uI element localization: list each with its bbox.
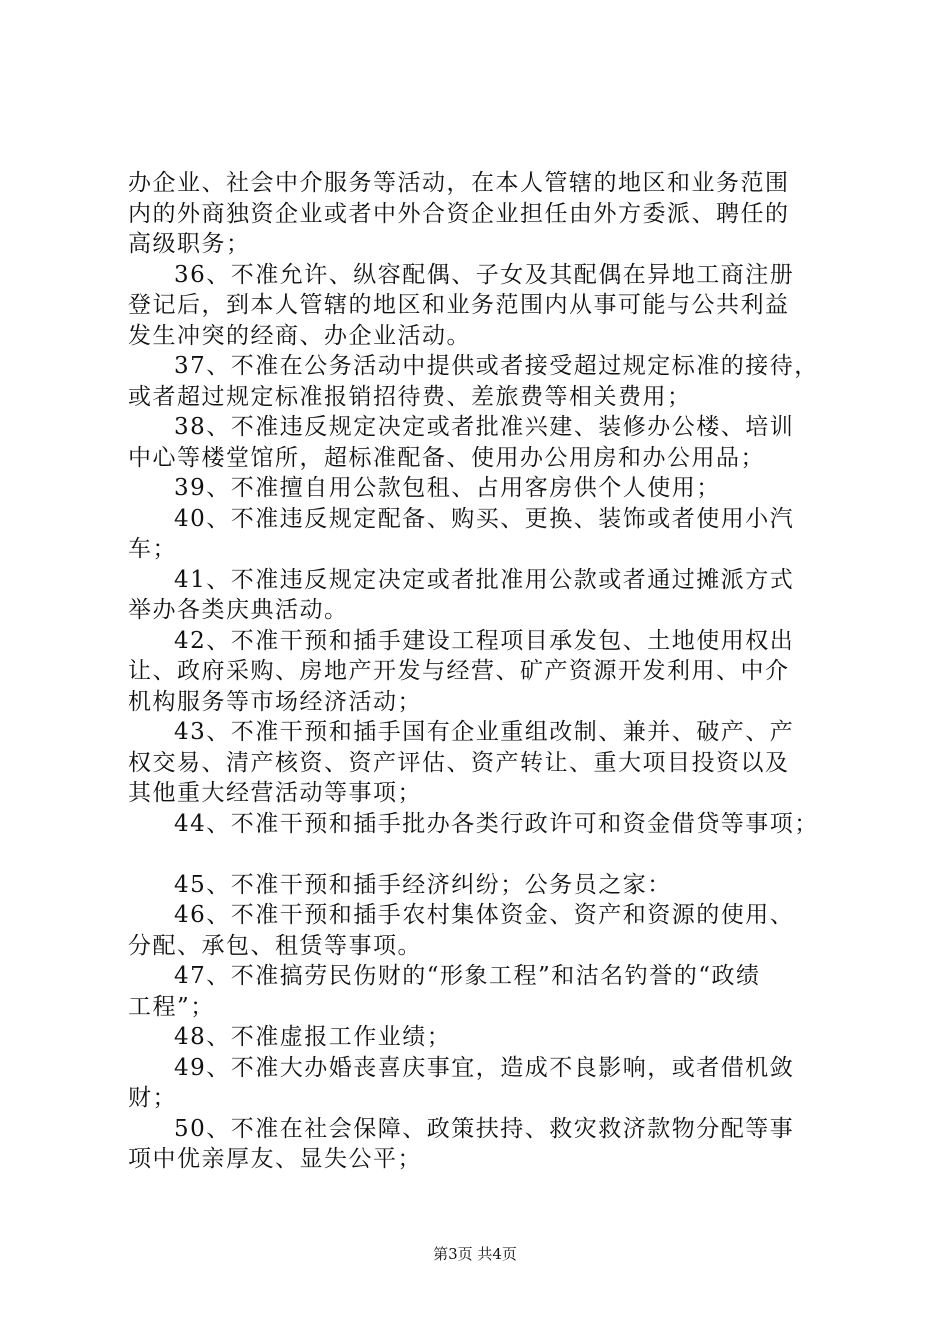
paragraph-49: 49、不准大办婚丧喜庆事宜，造成不良影响，或者借机敛: [174, 1054, 795, 1081]
paragraph-43: 43、不准干预和插手国有企业重组改制、兼并、破产、产: [174, 719, 795, 745]
paragraph-45: 45、不准干预和插手经济纠纷；公务员之家：: [174, 871, 672, 898]
paragraph-46: 46、不准干预和插手农村集体资金、资产和资源的使用、: [174, 902, 795, 928]
text-line: 机构服务等市场经济活动；: [128, 688, 422, 715]
text-line: 权交易、清产核资、资产评估、资产转让、重大项目投资以及: [128, 749, 790, 776]
text-line: 分配、承包、租赁等事项。: [128, 932, 422, 959]
paragraph-41: 41、不准违反规定决定或者批准用公款或者通过摊派方式: [174, 566, 795, 593]
text-line: 或者超过规定标准报销招待费、差旅费等相关费用；: [128, 383, 692, 410]
paragraph-50: 50、不准在社会保障、政策扶持、救灾救济款物分配等事: [174, 1115, 795, 1142]
paragraph-37: 37、不准在公务活动中提供或者接受超过规定标准的接待，: [174, 353, 819, 379]
paragraph-38: 38、不准违反规定决定或者批准兴建、装修办公楼、培训: [174, 414, 795, 440]
paragraph-36: 36、不准允许、纵容配偶、子女及其配偶在异地工商注册: [174, 261, 795, 288]
document-body: [128, 168, 848, 1175]
text-line: 发生冲突的经商、办企业活动。: [128, 322, 471, 349]
text-line: 高级职务；: [128, 231, 251, 257]
paragraph-47: 47、不准搞劳民伤财的“形象工程”和沽名钓誉的“政绩: [174, 963, 761, 989]
text-line: 项中优亲厚友、显失公平；: [128, 1146, 422, 1172]
text-line: 车；: [128, 536, 177, 562]
text-line: 工程”；: [128, 993, 215, 1020]
text-line: 其他重大经营活动等事项；: [128, 780, 422, 806]
text-line: 办企业、社会中介服务等活动，在本人管辖的地区和业务范围: [128, 170, 790, 196]
text-line: 让、政府采购、房地产开发与经营、矿产资源开发利用、中介: [128, 658, 790, 684]
text-line: 举办各类庆典活动。: [128, 597, 349, 623]
text-line: 中心等楼堂馆所，超标准配备、使用办公用房和办公用品；: [128, 444, 765, 471]
paragraph-42: 42、不准干预和插手建设工程项目承发包、土地使用权出: [174, 627, 795, 654]
page-number-footer: 第3页 共4页: [433, 1245, 517, 1263]
blank-line: [128, 839, 848, 870]
paragraph-48: 48、不准虚报工作业绩；: [174, 1024, 452, 1050]
paragraph-44: 44、不准干预和插手批办各类行政许可和资金借贷等事项；: [174, 810, 819, 837]
paragraph-39: 39、不准擅自用公款包租、占用客房供个人使用；: [174, 475, 721, 501]
text-line: 登记后，到本人管辖的地区和业务范围内从事可能与公共利益: [128, 292, 790, 318]
text-line: 内的外商独资企业或者中外合资企业担任由外方委派、聘任的: [128, 200, 790, 227]
paragraph-40: 40、不准违反规定配备、购买、更换、装饰或者使用小汽: [174, 505, 795, 532]
text-line: 财；: [128, 1085, 177, 1111]
